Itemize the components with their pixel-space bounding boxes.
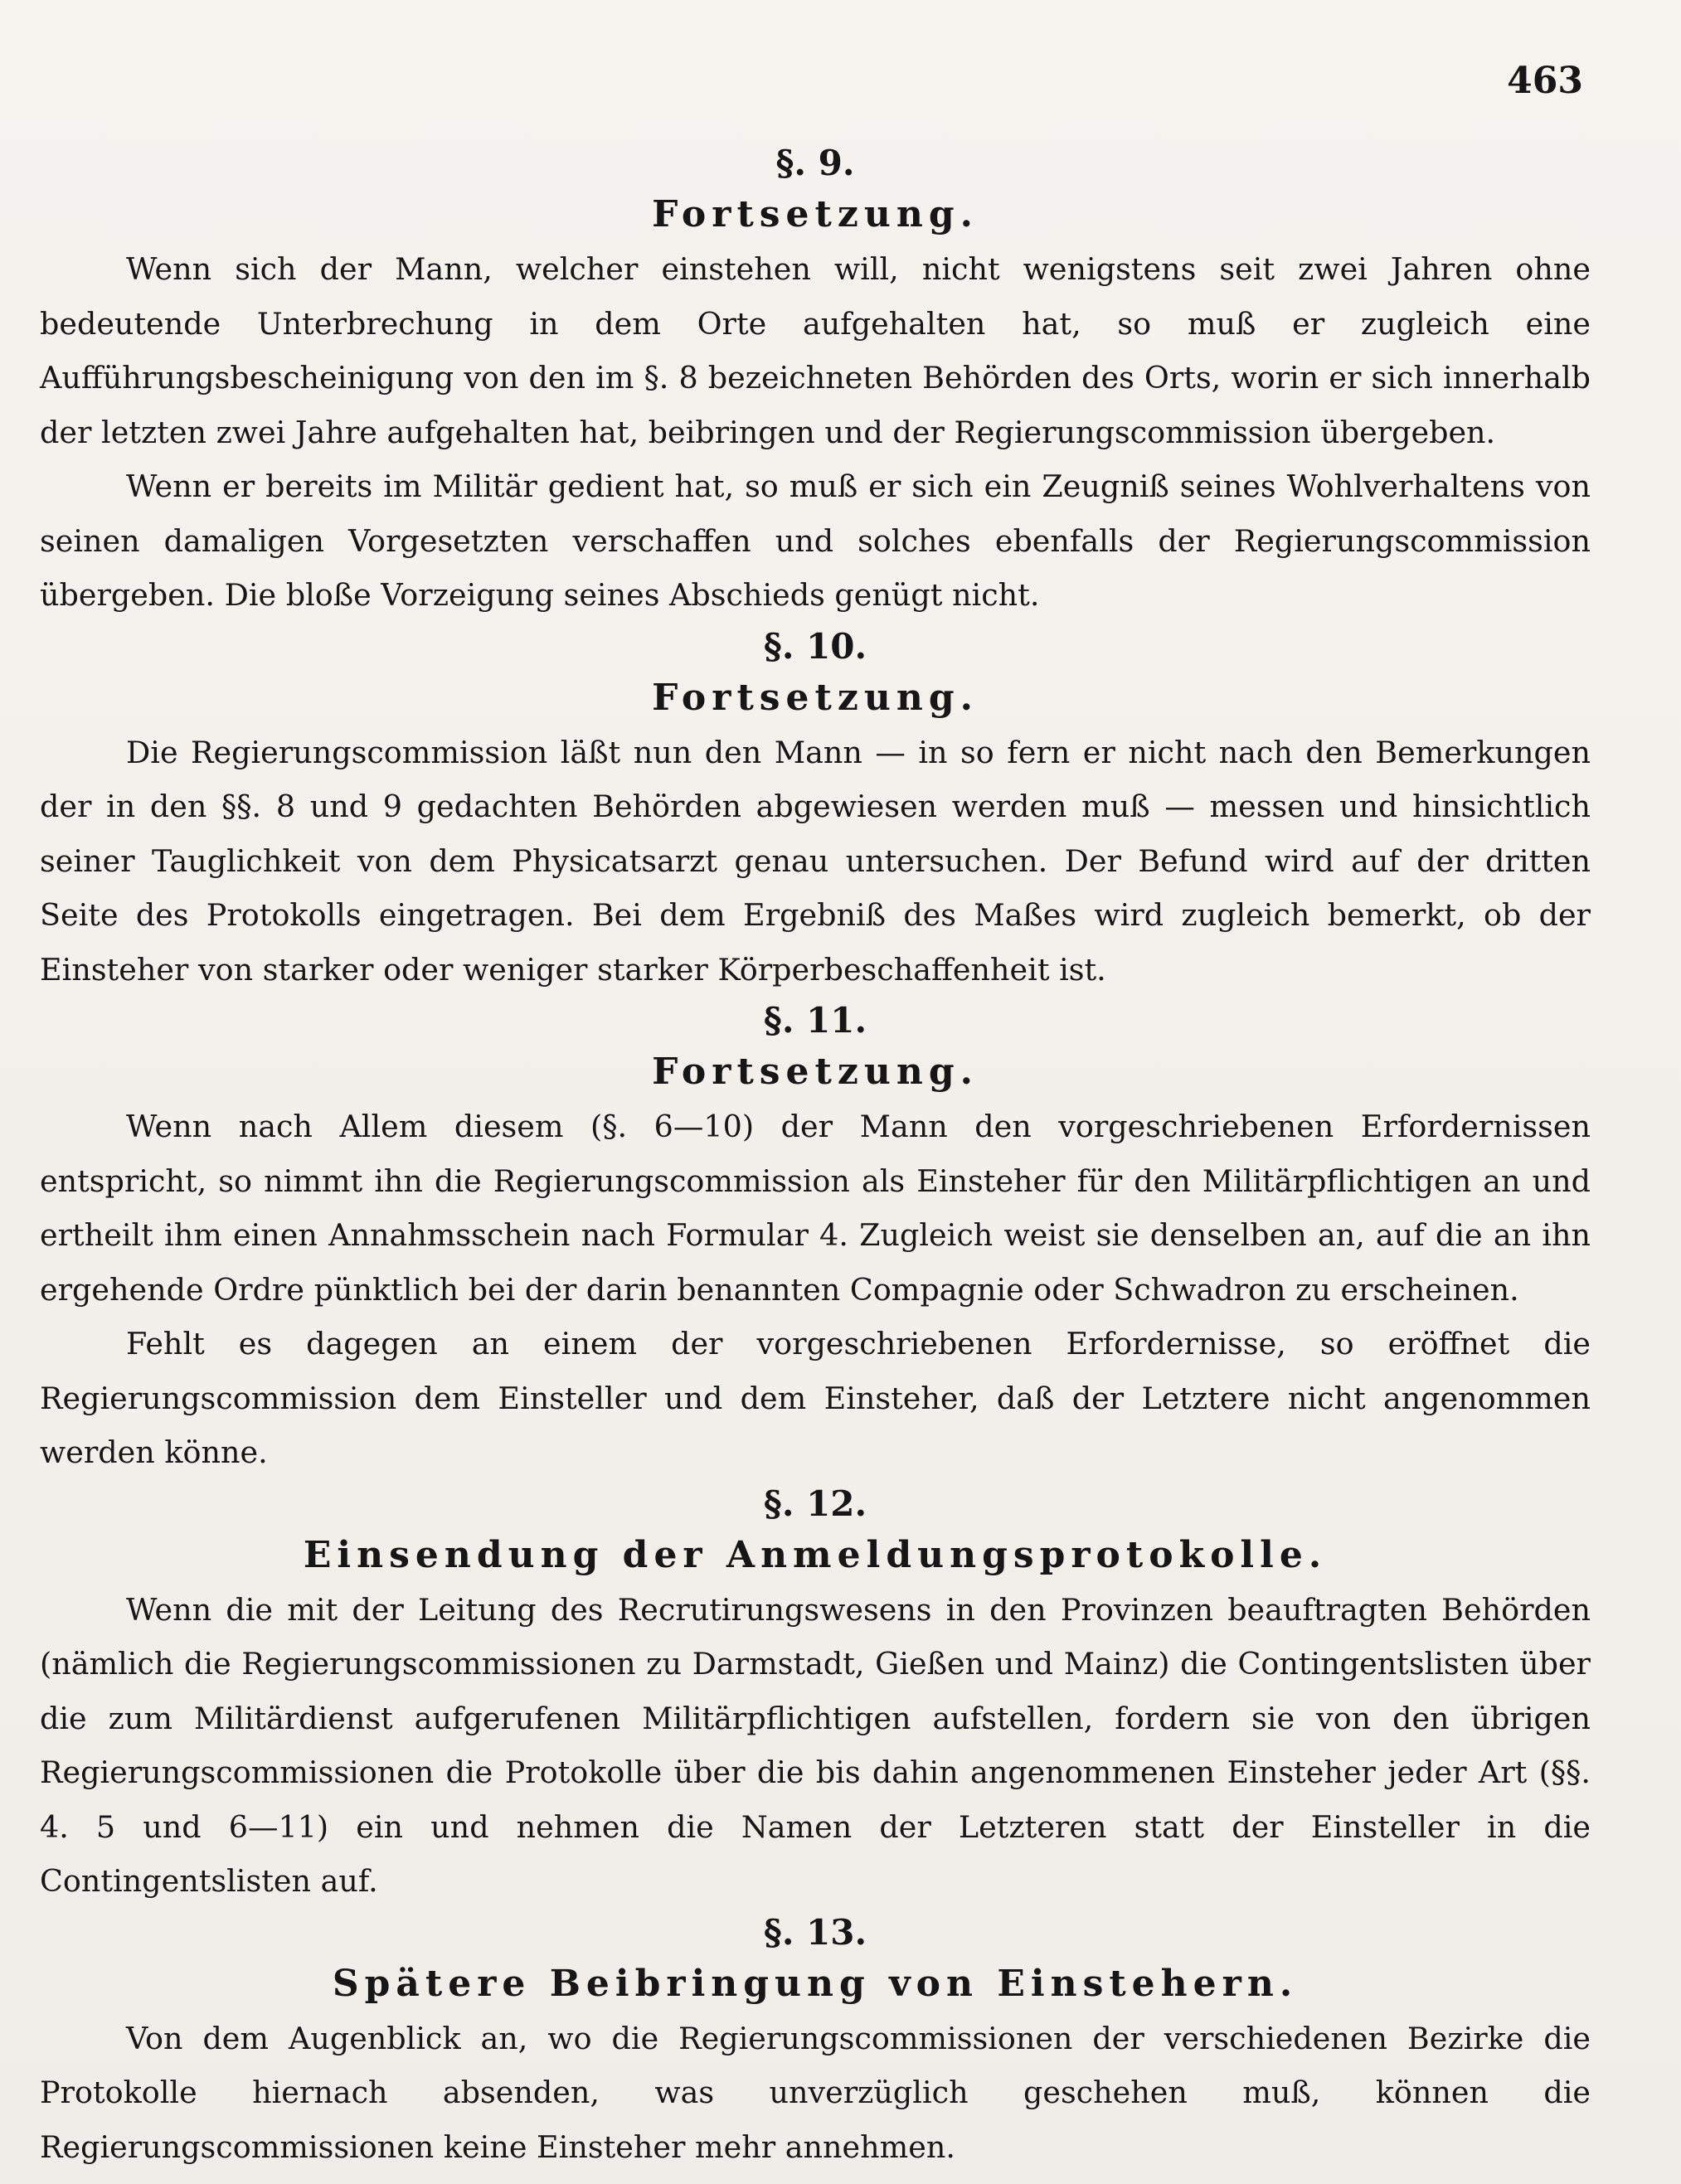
section-heading-9: §. 9. (775, 143, 855, 183)
section-9-paragraph-2: Wenn er bereits im Militär gedient hat, so muß er sich ein Zeugniß seines Wohlverhaltens von seinen damaligen Vorgesetzten verschaffen und solches ebenfalls der Regierungscommission übergeben. Die bloße Vorzeigung seines Abschieds genügt nicht. (40, 468, 1591, 613)
section-11-paragraph-2: Fehlt es dagegen an einem der vorgeschriebenen Erfordernisse, so eröffnet die Regierungscommission dem Einsteller und dem Einsteher, daß der Letztere nicht angenommen werden könne. (40, 1326, 1591, 1470)
section-heading-10: §. 10. (763, 625, 867, 667)
section-12-paragraph-1: Wenn die mit der Leitung des Recrutirungswesens in den Provinzen beauftragten Behörden (nämlich die Regierungscommissionen zu Darmstadt, Gießen und Mainz) die Contingentslisten über die zum Militärdienst aufgerufenen Militärpflichtigen aufstellen, fordern sie von den übrigen Regierungscommissionen die Protokolle über die bis dahin angenommenen Einsteher jeder Art (§§. 4. 5 und 6—11) ein und nehmen die Namen der Letzteren statt der Einsteller in die Contingentslisten auf. (40, 1591, 1591, 1899)
section-title-11: Fortsetzung. (652, 1051, 979, 1093)
section-title-12: Einsendung der Anmeldungsprotokolle. (303, 1533, 1328, 1576)
section-heading-11: §. 11. (763, 1000, 867, 1041)
section-heading-12: §. 12. (763, 1483, 867, 1524)
page-number: 463 (1507, 60, 1583, 102)
section-title-13: Spätere Beibringung von Einstehern. (332, 1962, 1299, 2005)
section-9-paragraph-1: Wenn sich der Mann, welcher einstehen will, nicht wenigstens seit zwei Jahren ohne bedeutende Unterbrechung in dem Orte aufgehalten hat, so muß er zugleich eine Aufführungsbescheinigung von den im §. 8 bezeichneten Behörden des Orts, worin er sich innerhalb der letzten zwei Jahre aufgehalten hat, beibringen und der Regierungscommission übergeben. (40, 251, 1591, 450)
section-title-10: Fortsetzung. (652, 676, 979, 719)
text-block (40, 139, 1591, 2174)
section-title-9: Fortsetzung. (652, 193, 979, 235)
section-heading-13: §. 13. (763, 1911, 867, 1953)
section-13-paragraph-1: Von dem Augenblick an, wo die Regierungscommissionen der verschiedenen Bezirke die Protokolle hiernach absenden, was unverzüglich geschehen muß, können die Regierungscommissionen keine Einsteher mehr annehmen. (40, 2020, 1591, 2165)
section-11-paragraph-1: Wenn nach Allem diesem (§. 6—10) der Mann den vorgeschriebenen Erfordernissen entspricht, so nimmt ihn die Regierungscommission als Einsteher für den Militärpflichtigen an und ertheilt ihm einen Annahmsschein nach Formular 4. Zugleich weist sie denselben an, auf die an ihn ergehende Ordre pünktlich bei der darin benannten Compagnie oder Schwadron zu erscheinen. (40, 1109, 1591, 1308)
section-10-paragraph-1: Die Regierungscommission läßt nun den Mann — in so fern er nicht nach den Bemerkungen der in den §§. 8 und 9 gedachten Behörden abgewiesen werden muß — messen und hinsichtlich seiner Tauglichkeit von dem Physicatsarzt genau untersuchen. Der Befund wird auf der dritten Seite des Protokolls eingetragen. Bei dem Ergebniß des Maßes wird zugleich bemerkt, ob der Einsteher von starker oder weniger starker Körperbeschaffenheit ist. (40, 734, 1591, 988)
